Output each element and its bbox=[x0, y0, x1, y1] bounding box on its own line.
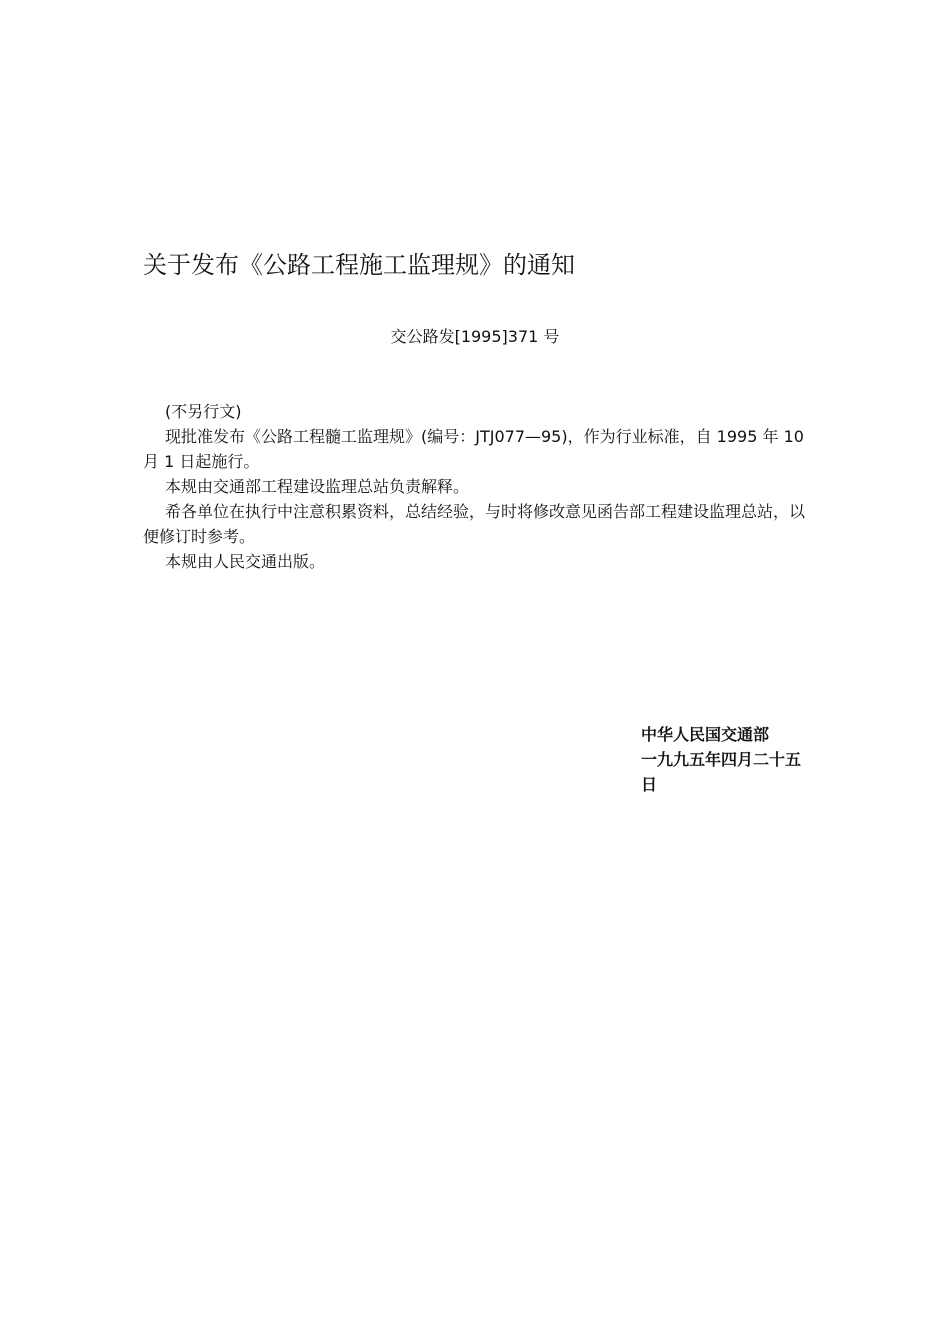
paragraph-approval: 现批准发布《公路工程髓工监理规》(编号：JTJ077—95)，作为行业标准，自 1995 年 10 月 1 日起施行。 bbox=[143, 427, 804, 471]
signature-block bbox=[641, 722, 811, 797]
document-body bbox=[143, 399, 818, 574]
document-number: 交公路发[1995]371 号 bbox=[390, 327, 560, 346]
issuer-name: 中华人民国交通部 bbox=[641, 725, 770, 744]
paragraph-interpretation: 本规由交通部工程建设监理总站负责解释。 bbox=[165, 477, 470, 496]
issue-date: 一九九五年四月二十五日 bbox=[641, 750, 802, 794]
paragraph-note: (不另行文) bbox=[165, 402, 242, 421]
paragraph-publication: 本规由人民交通出版。 bbox=[165, 552, 326, 571]
document-title: 关于发布《公路工程施工监理规》的通知 bbox=[143, 251, 575, 280]
paragraph-feedback: 希各单位在执行中注意积累资料，总结经验，与时将修改意见函告部工程建设监理总站，以便修订时参考。 bbox=[143, 502, 806, 546]
